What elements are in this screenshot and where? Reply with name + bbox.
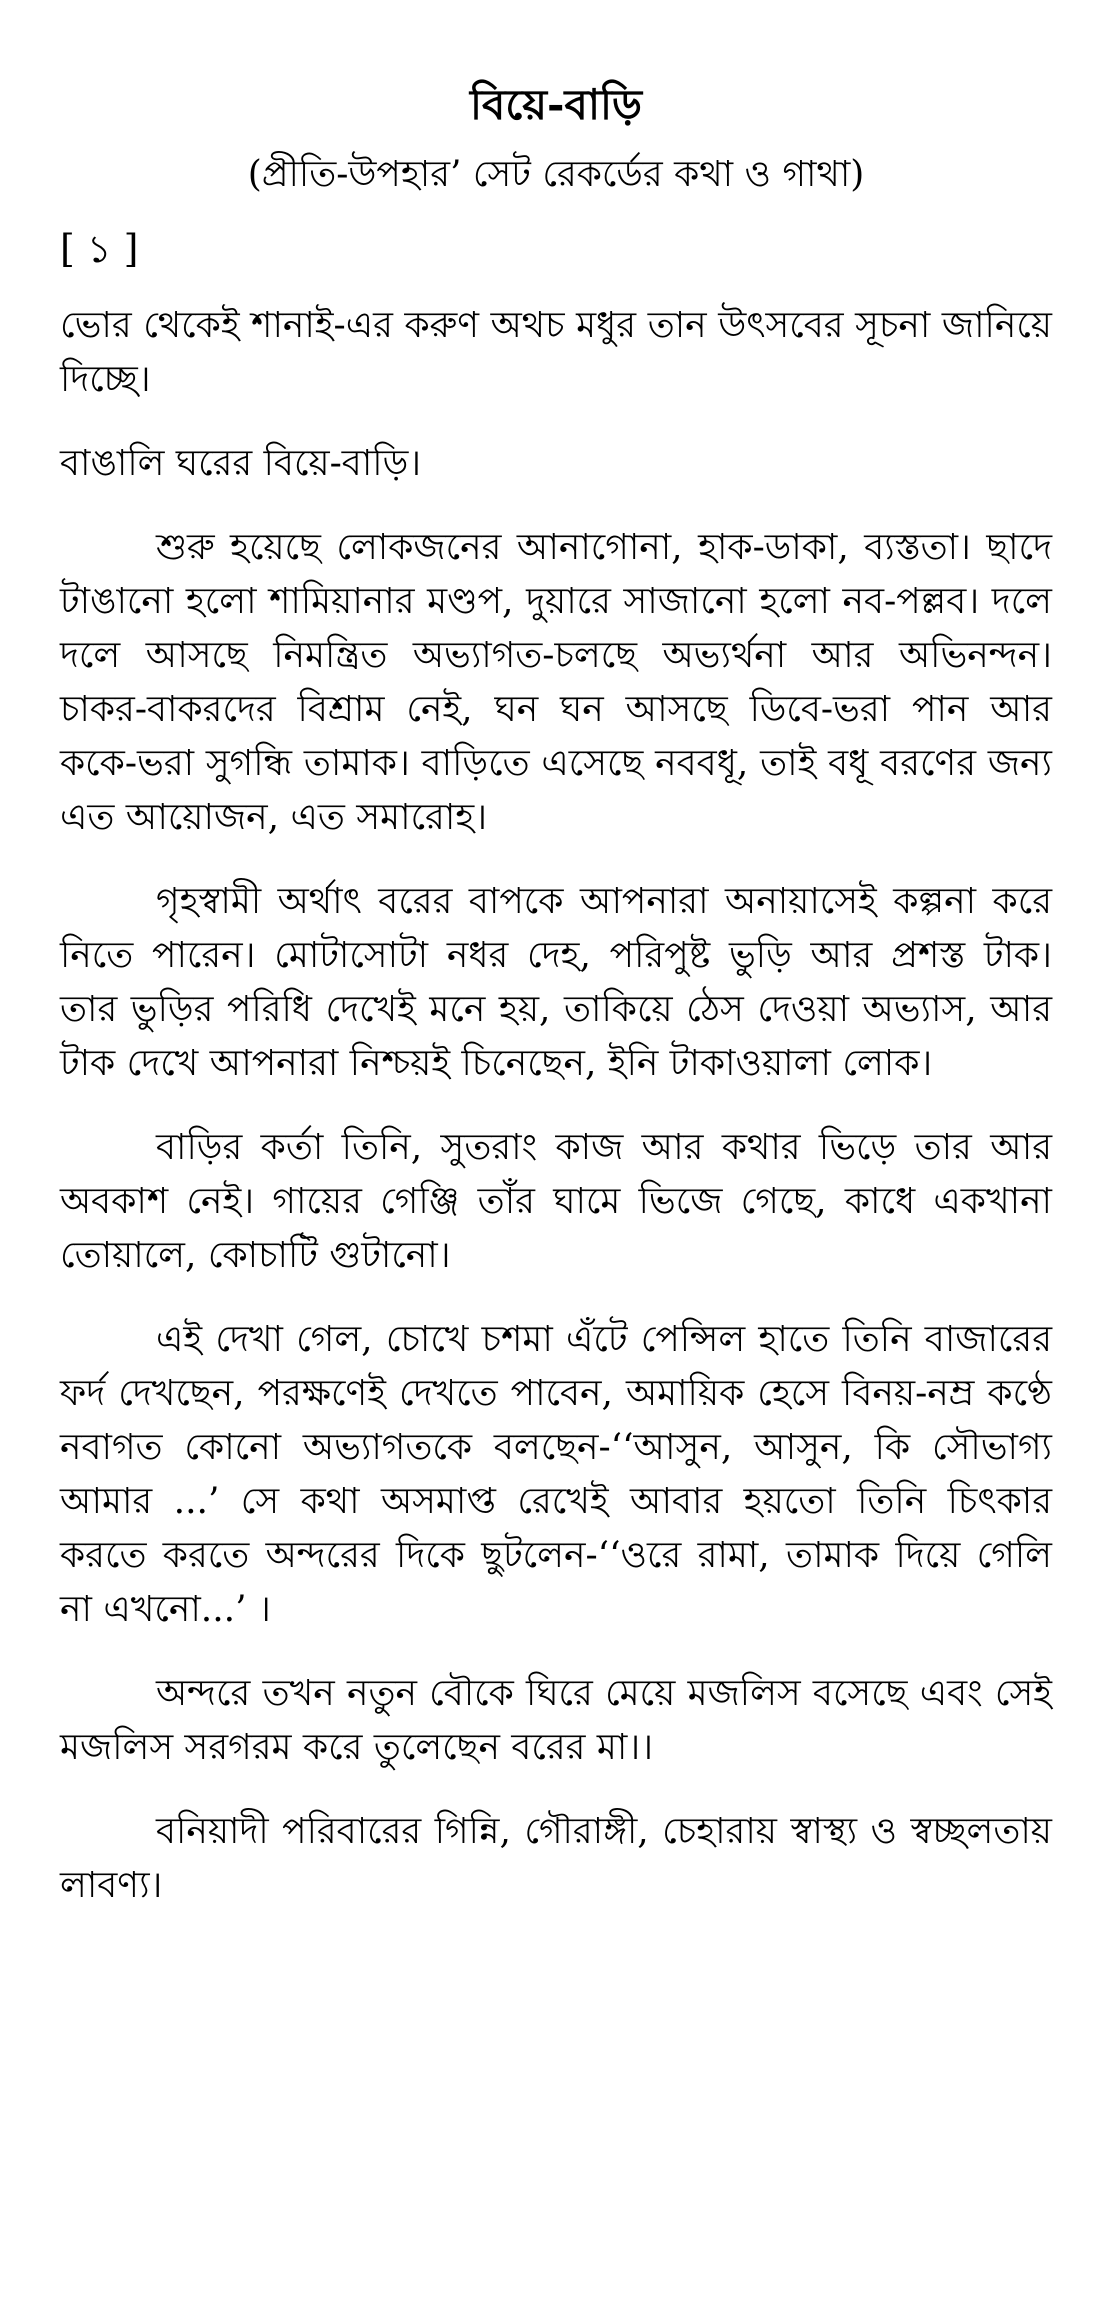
paragraph-2: বাঙালি ঘরের বিয়ে-বাড়ি। xyxy=(60,442,422,484)
paragraph-5: বাড়ির কর্তা তিনি, সুতরাং কাজ আর কথার ভিড়ে তার আর অবকাশ নেই। গায়ের গেঞ্জি তাঁর ঘামে ভিজে গেছে, কাধে একখানা তোয়ালে, কোচাটি গুটানো। xyxy=(60,1126,1052,1276)
paragraph-6: এই দেখা গেল, চোখে চশমা এঁটে পেন্সিল হাতে তিনি বাজারের ফর্দ দেখছেন, পরক্ষণেই দেখতে পাবেন, অমায়িক হেসে বিনয়-নম্র কণ্ঠে নবাগত কোনো অভ্যাগতকে বলছেন-‘‘আসুন, আসুন, কি সৌভাগ্য আমার ...’ সে কথা অসমাপ্ত রেখেই আবার হয়তো তিনি চিৎকার করতে করতে অন্দরের দিকে ছুটলেন-‘‘ওরে রামা, তামাক দিয়ে গেলি না এখনো...’ । xyxy=(60,1318,1052,1630)
paragraph-3: শুরু হয়েছে লোকজনের আনাগোনা, হাক-ডাকা, ব্যস্ততা। ছাদে টাঙানো হলো শামিয়ানার মণ্ডপ, দুয়ারে সাজানো হলো নব-পল্লব। দলে দলে আসছে নিমন্ত্রিত অভ্যাগত-চলছে অভ্যর্থনা আর অভিনন্দন। চাকর-বাকরদের বিশ্রাম নেই, ঘন ঘন আসছে ডিবে-ভরা পান আর ককে-ভরা সুগন্ধি তামাক। বাড়িতে এসেছে নববধূ, তাই বধূ বরণের জন্য এত আয়োজন, এত সমারোহ। xyxy=(60,526,1052,838)
paragraph-8: বনিয়াদী পরিবারের গিন্নি, গৌরাঙ্গী, চেহারায় স্বাস্থ্য ও স্বচ্ছলতায় লাবণ্য। xyxy=(60,1810,1052,1906)
paragraph-1: ভোর থেকেই শানাই-এর করুণ অথচ মধুর তান উৎসবের সূচনা জানিয়ে দিচ্ছে। xyxy=(60,304,1052,400)
page-title: বিয়ে-বাড়ি xyxy=(470,80,642,129)
paragraph-4: গৃহস্বামী অর্থাৎ বরের বাপকে আপনারা অনায়াসেই কল্পনা করে নিতে পারেন। মোটাসোটা নধর দেহ, পরিপুষ্ট ভুড়ি আর প্রশস্ত টাক। তার ভুড়ির পরিধি দেখেই মনে হয়, তাকিয়ে ঠেস দেওয়া অভ্যাস, আর টাক দেখে আপনারা নিশ্চয়ই চিনেছেন, ইনি টাকাওয়ালা লোক। xyxy=(60,880,1052,1084)
paragraph-7: অন্দরে তখন নতুন বৌকে ঘিরে মেয়ে মজলিস বসেছে এবং সেই মজলিস সরগরম করে তুলেছেন বরের মা।। xyxy=(60,1672,1052,1768)
page-subtitle: (প্রীতি-উপহার’ সেট রেকর্ডের কথা ও গাথা) xyxy=(247,154,865,196)
section-number: [ ১ ] xyxy=(60,227,139,272)
